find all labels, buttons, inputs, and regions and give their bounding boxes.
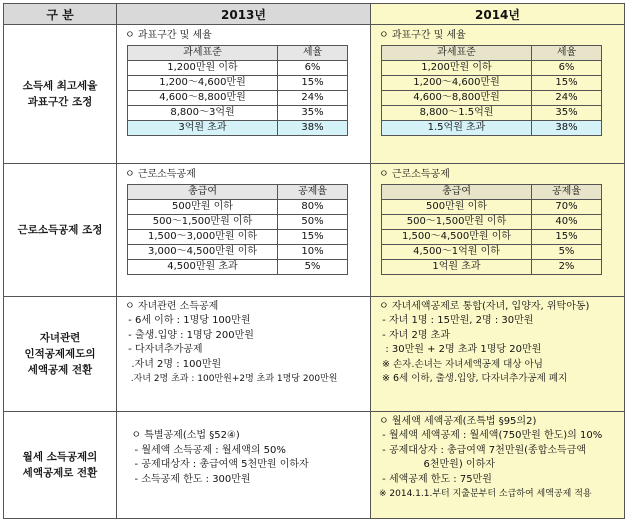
row-label-line: 자녀관련 [39, 332, 81, 344]
table-cell: 3억원 초과 [128, 121, 278, 136]
table-cell: 15% [278, 230, 348, 245]
comparison-table-frame [3, 3, 624, 520]
text-line: : 30만원 + 2명 초과 1명당 20만원 [379, 344, 542, 356]
table-cell: 500만원 이하 [382, 200, 532, 215]
text-block-2013 [125, 300, 370, 386]
table-cell: 4,500～1억원 이하 [382, 245, 532, 260]
inner-header-cell: 세율 [278, 46, 348, 61]
table-row [128, 230, 348, 245]
table-cell: 1,500～3,000만원 이하 [128, 230, 278, 245]
table-row [382, 106, 602, 121]
text-line: .자녀 2명 초과 : 100만원+2명 초과 1명당 200만원 [125, 373, 338, 384]
table-cell: 1,500～4,500만원 이하 [382, 230, 532, 245]
table-cell: 1,200～4,600만원 [128, 76, 278, 91]
table-row [128, 200, 348, 215]
row-child-credit [4, 297, 625, 412]
header-2013: 2013년 [117, 4, 371, 25]
inner-header-cell: 과세표준 [382, 46, 532, 61]
cell-2013 [117, 412, 371, 519]
table-cell: 5% [278, 260, 348, 275]
tax-comparison-table [3, 3, 625, 519]
text-line: - 공제대상자 : 총급여액 5천만원 이하자 [125, 459, 309, 471]
table-cell: 8,800～1.5억원 [382, 106, 532, 121]
table-cell: 4,600～8,800만원 [128, 91, 278, 106]
header-category: 구 분 [4, 4, 117, 25]
cell-2014 [371, 25, 625, 164]
table-cell: 1억원 초과 [382, 260, 532, 275]
row-top-rate [4, 25, 625, 164]
table-row [382, 91, 602, 106]
table-row [128, 260, 348, 275]
table-cell: 500～1,500만원 이하 [128, 215, 278, 230]
text-line: ※ 6세 이하, 출생․입양, 다자녀추가공제 폐지 [379, 372, 568, 384]
table-row [382, 260, 602, 275]
table-cell: 4,600～8,800만원 [382, 91, 532, 106]
cell-2013 [117, 25, 371, 164]
table-cell: 1,200만원 이하 [382, 61, 532, 76]
table-cell: 38% [278, 121, 348, 136]
table-cell: 500만원 이하 [128, 200, 278, 215]
row-label [4, 297, 117, 412]
table-cell: 15% [278, 76, 348, 91]
text-line: 6천만원) 이하자 [379, 459, 495, 471]
text-line: - 자녀 2명 초과 [379, 329, 450, 341]
row-label [4, 164, 117, 297]
row-label [4, 412, 117, 519]
table-cell: 3,000～4,500만원 이하 [128, 245, 278, 260]
cell-2014 [371, 297, 625, 412]
table-cell: 35% [278, 106, 348, 121]
row-label-line: 과표구간 조정 [27, 96, 93, 108]
text-line: - 세액공제 한도 : 75만원 [379, 473, 492, 485]
text-line: ㅇ 자녀세액공제로 통합(자녀, 입양자, 위탁아동) [379, 301, 590, 312]
text-line: - 공제대상자 : 총급여액 7천만원(종합소득금액 [379, 444, 587, 456]
table-row [382, 245, 602, 260]
table-cell: 35% [532, 106, 602, 121]
cell-2013 [117, 164, 371, 297]
row-earned-income [4, 164, 625, 297]
text-line: - 다자녀추가공제 [125, 344, 203, 356]
table-cell: 80% [278, 200, 348, 215]
rate-table-2014 [381, 45, 602, 136]
text-line: - 출생․입양 : 1명당 200만원 [125, 329, 254, 341]
inner-header-cell: 세율 [532, 46, 602, 61]
table-row [128, 215, 348, 230]
inner-header-cell: 공제율 [278, 185, 348, 200]
table-row [382, 200, 602, 215]
inner-header-cell: 공제율 [532, 185, 602, 200]
table-cell: 50% [278, 215, 348, 230]
row-label-line: 근로소득공제 조정 [17, 224, 103, 236]
header-row [4, 4, 625, 25]
table-cell: 5% [532, 245, 602, 260]
table-cell: 15% [532, 230, 602, 245]
inner-header-row [128, 46, 348, 61]
text-line: - 6세 이하 : 1명당 100만원 [125, 315, 251, 327]
table-row [128, 106, 348, 121]
text-line: ㅇ 특별공제(소법 §52④) [125, 430, 240, 442]
row-label-line: 인적공제제도의 [24, 348, 96, 360]
row-label-line: 소득세 최고세율 [22, 80, 98, 92]
table-cell: 4,500만원 초과 [128, 260, 278, 275]
text-line: .자녀 2명 : 100만원 [125, 358, 222, 370]
cell-2014 [371, 412, 625, 519]
section-title: ㅇ 근로소득공제 [125, 169, 196, 180]
table-cell: 2% [532, 260, 602, 275]
text-line: - 월세액 세액공제 : 월세액(750만원 한도)의 10% [379, 430, 603, 442]
cell-2013 [117, 297, 371, 412]
text-line: - 소득공제 한도 : 300만원 [125, 473, 251, 485]
table-cell: 10% [278, 245, 348, 260]
row-label-line: 세액공제로 전환 [22, 467, 98, 479]
inner-header-row [382, 46, 602, 61]
table-cell: 1,200～4,600만원 [382, 76, 532, 91]
cell-2014 [371, 164, 625, 297]
table-cell: 24% [532, 91, 602, 106]
table-row-highlight [382, 121, 602, 136]
text-block-2014 [379, 415, 624, 501]
text-block-2013 [125, 415, 370, 487]
rate-table-2013 [127, 45, 348, 136]
table-row [382, 230, 602, 245]
row-label-line: 월세 소득공제의 [22, 451, 98, 463]
table-cell: 1,200만원 이하 [128, 61, 278, 76]
table-cell: 1.5억원 초과 [382, 121, 532, 136]
table-row [128, 76, 348, 91]
row-label-line: 세액공제 전환 [27, 364, 93, 376]
table-row [128, 61, 348, 76]
text-line: ※ 손자․손녀는 자녀세액공제 대상 아님 [379, 358, 543, 370]
row-rent-credit [4, 412, 625, 519]
inner-header-row [128, 185, 348, 200]
table-cell: 500～1,500만원 이하 [382, 215, 532, 230]
table-cell: 15% [532, 76, 602, 91]
text-line: ※ 2014.1.1.부터 지출분부터 소급하여 세액공제 적용 [379, 488, 592, 499]
text-line: ㅇ 자녀관련 소득공제 [125, 301, 219, 312]
table-row [382, 61, 602, 76]
row-label [4, 25, 117, 164]
table-cell: 40% [532, 215, 602, 230]
table-row [382, 215, 602, 230]
text-line [125, 415, 370, 429]
inner-header-cell: 총급여 [128, 185, 278, 200]
section-title: ㅇ 과표구간 및 세율 [125, 30, 212, 41]
inner-header-cell: 과세표준 [128, 46, 278, 61]
text-line: - 자녀 1명 : 15만원, 2명 : 30만원 [379, 315, 534, 327]
table-cell: 38% [532, 121, 602, 136]
deduction-table-2014 [381, 184, 602, 275]
section-title: ㅇ 과표구간 및 세율 [379, 30, 466, 41]
table-row [382, 76, 602, 91]
inner-header-row [382, 185, 602, 200]
deduction-table-2013 [127, 184, 348, 275]
inner-header-cell: 총급여 [382, 185, 532, 200]
section-title: ㅇ 근로소득공제 [379, 169, 450, 180]
text-block-2014 [379, 300, 624, 386]
table-row-highlight [128, 121, 348, 136]
table-cell: 6% [278, 61, 348, 76]
table-row [128, 91, 348, 106]
text-line: ㅇ 월세액 세액공제(조특법 §95의2) [379, 416, 537, 427]
table-cell: 70% [532, 200, 602, 215]
text-line: - 월세액 소득공제 : 월세액의 50% [125, 444, 286, 456]
table-cell: 6% [532, 61, 602, 76]
table-cell: 24% [278, 91, 348, 106]
header-2014: 2014년 [371, 4, 625, 25]
table-row [128, 245, 348, 260]
table-cell: 8,800～3억원 [128, 106, 278, 121]
